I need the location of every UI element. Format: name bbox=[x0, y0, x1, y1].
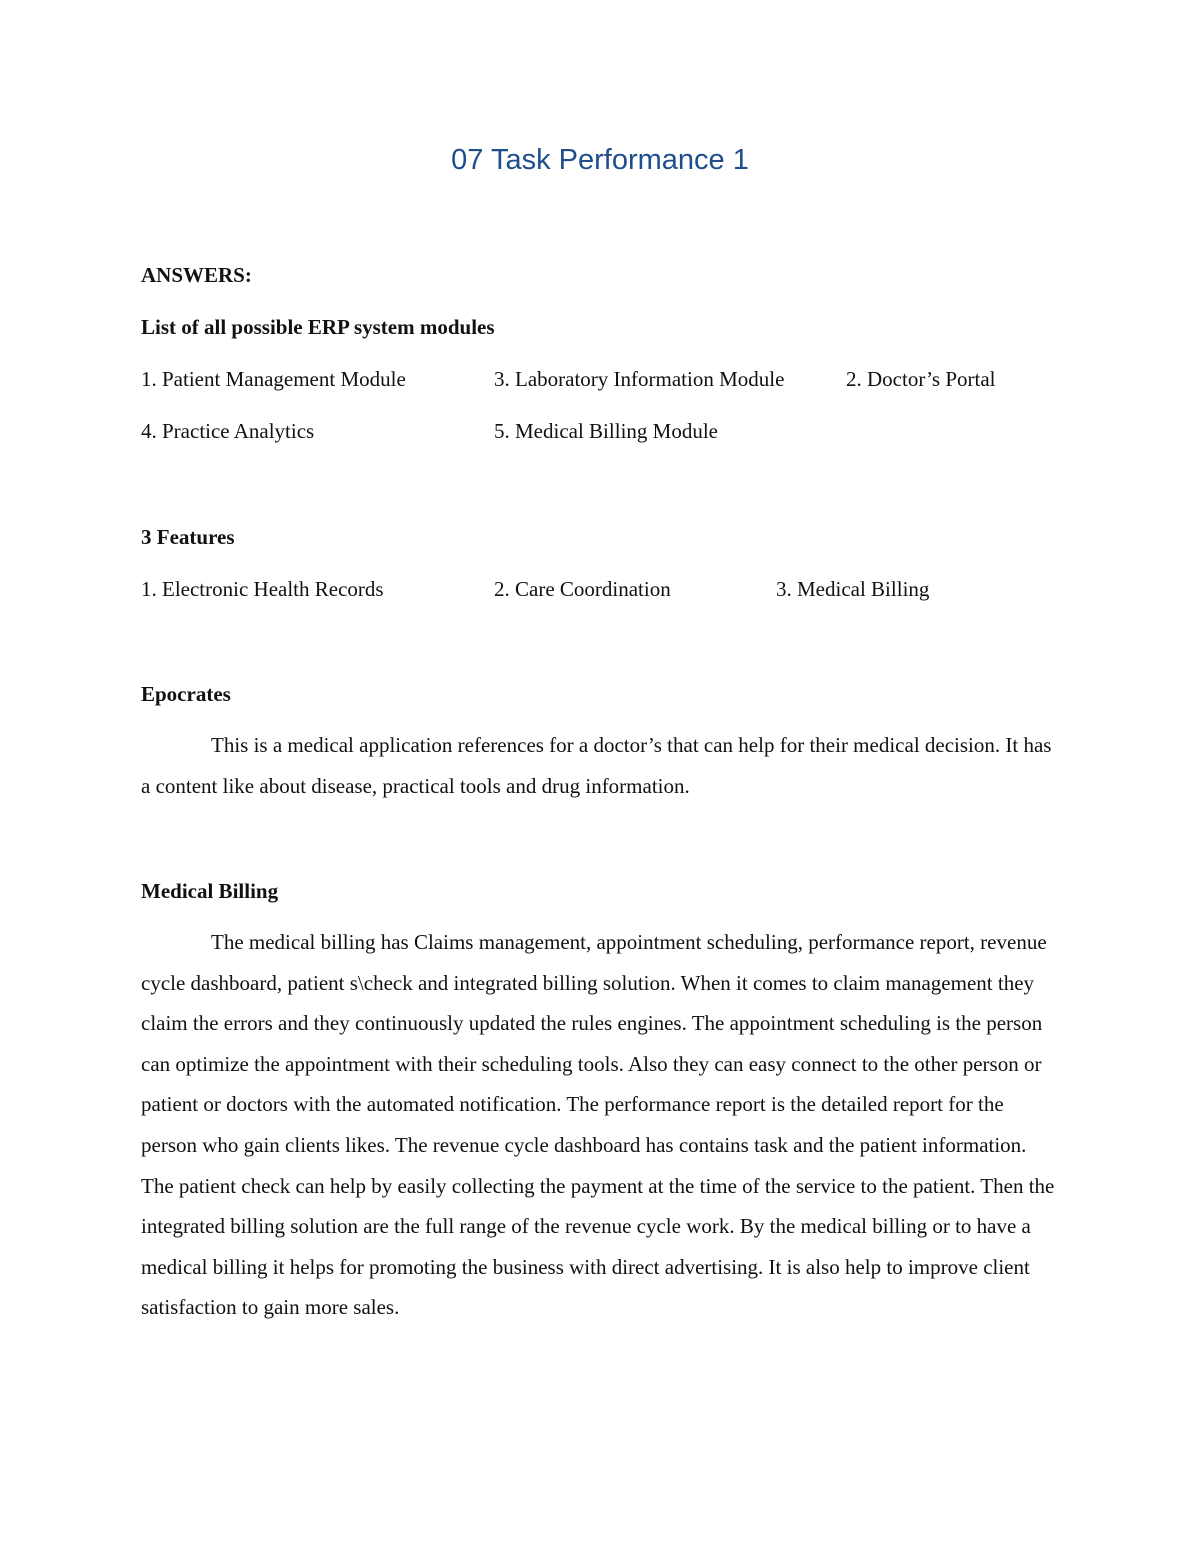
modules-heading: List of all possible ERP system modules bbox=[141, 315, 495, 339]
module-item-practice-analytics: 4. Practice Analytics bbox=[141, 419, 315, 443]
module-item-doctors-portal: 2. Doctor’s Portal bbox=[846, 367, 996, 391]
medical-billing-paragraph: The medical billing has Claims management, appointment scheduling, performance report, revenue cycle dashboard, patient s\check and integrated billing solution. When it comes to claim management they claim the errors and they continuously updated the rules engines. The appointment scheduling is the person can optimize the appointment with their scheduling tools. Also they can easy connect to the other person or patient or doctors with the automated notification. The performance report is the detailed report for the person who gain clients likes. The revenue cycle dashboard has contains task and the patient information. The patient check can help by easily collecting the payment at the time of the service to the patient. Then the integrated billing solution are the full range of the revenue cycle work. By the medical billing or to have a medical billing it helps for promoting the business with direct advertising. It is also help to improve client satisfaction to gain more sales. bbox=[141, 930, 1055, 1320]
feature-item-medical-billing: 3. Medical Billing bbox=[776, 577, 930, 601]
epocrates-heading: Epocrates bbox=[141, 682, 231, 706]
module-item-medical-billing: 5. Medical Billing Module bbox=[494, 419, 718, 443]
module-item-patient-management: 1. Patient Management Module bbox=[141, 367, 406, 391]
epocrates-paragraph: This is a medical application references for a doctor’s that can help for their medical decision. It has a content like about disease, practical tools and drug information. bbox=[141, 733, 1052, 798]
document-title: 07 Task Performance 1 bbox=[451, 144, 749, 176]
answers-label: ANSWERS: bbox=[141, 263, 252, 287]
medical-billing-heading: Medical Billing bbox=[141, 879, 279, 903]
feature-item-care-coordination: 2. Care Coordination bbox=[494, 577, 671, 601]
features-heading: 3 Features bbox=[141, 525, 235, 549]
module-item-laboratory-information: 3. Laboratory Information Module bbox=[494, 367, 785, 391]
feature-item-ehr: 1. Electronic Health Records bbox=[141, 577, 384, 601]
